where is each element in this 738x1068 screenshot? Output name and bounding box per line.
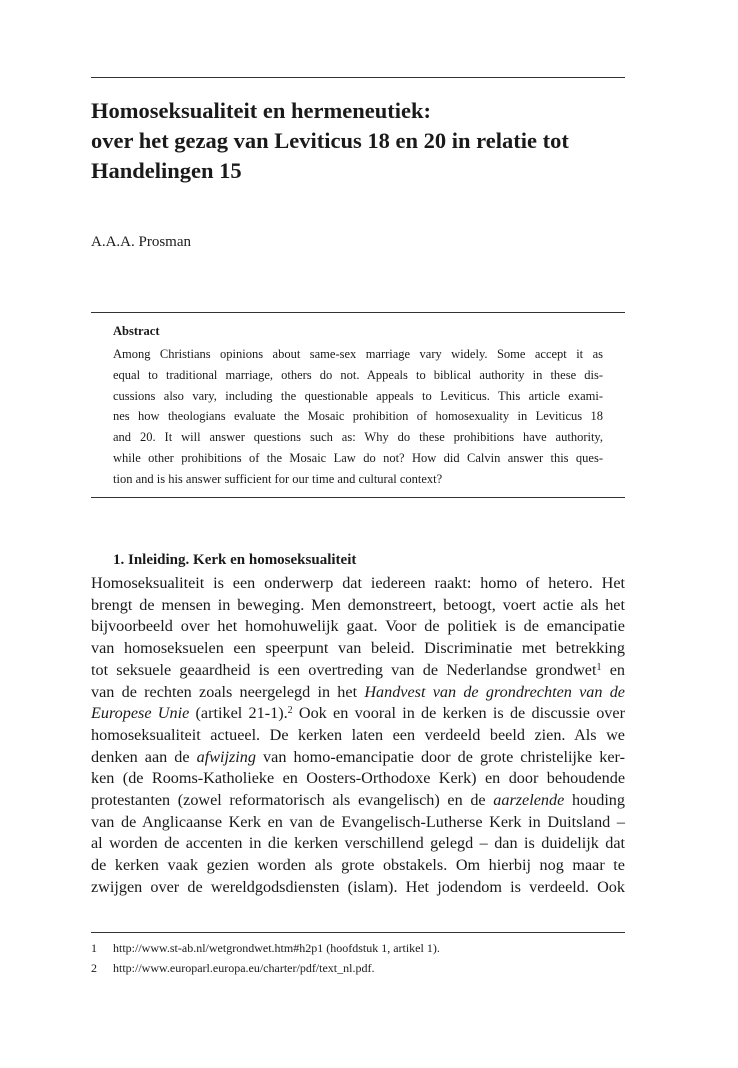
title-line-3: Handelingen 15 [91, 158, 242, 183]
footnote-number: 1 [91, 941, 97, 955]
abstract-body [113, 344, 603, 490]
abstract-line: Among Christians opinions about same-sex marriage vary widely. Some accept it as [113, 347, 603, 361]
body-line: van de rechten zoals neergelegd in het Handvest van de grondrechten van de [91, 682, 625, 701]
body-line: denken aan de afwijzing van homo-emancipatie door de grote christelijke ker- [91, 747, 625, 766]
footnote-number: 2 [91, 961, 97, 975]
body-line: al worden de accenten in die kerken verschillend gelegd – dan is duidelijk dat [91, 834, 625, 853]
abstract-top-rule [91, 312, 625, 313]
body-line: Homoseksualiteit is een onderwerp dat iedereen raakt: homo of hetero. Het [91, 574, 625, 592]
abstract-block [113, 322, 603, 490]
author: A.A.A. Prosman [91, 234, 191, 250]
body-line: ken (de Rooms-Katholieke en Oosters-Orthodoxe Kerk) en door behoudende [91, 769, 625, 788]
footnote-1 [91, 941, 440, 956]
body-line: van de Anglicaanse Kerk en van de Evangelisch-Lutherse Kerk in Duitsland – [91, 812, 625, 831]
footnote-2 [91, 961, 374, 976]
body-line: bijvoorbeeld over het homohuwelijk gaat. Voor de politiek is de emancipatie [91, 617, 625, 636]
footnote-link[interactable]: http://www.europarl.europa.eu/charter/pdf/text_nl.pdf. [113, 961, 375, 975]
title-line-2: over het gezag van Leviticus 18 en 20 in relatie tot [91, 128, 569, 153]
section-heading: 1. Inleiding. Kerk en homoseksualiteit [113, 552, 357, 568]
body-paragraph [91, 573, 625, 899]
title-line-1: Homoseksualiteit en hermeneutiek: [91, 98, 431, 123]
body-line: protestanten (zowel reformatorisch als evangelisch) en de aarzelende houding [91, 791, 625, 810]
abstract-bottom-rule [91, 497, 625, 498]
abstract-line: tion and is his answer sufficient for our time and cultural context? [113, 471, 443, 486]
article-title [91, 96, 625, 186]
body-line: tot seksuele geaardheid is een overtreding van de Nederlandse grondwet$^1$ en [91, 660, 626, 679]
body-line: de kerken vaak gezien worden als grote obstakels. Om hierbij nog maar te [91, 856, 625, 875]
body-line: Europese Unie (artikel 21-1).$^2$ Ook en vooral in de kerken is de discussie over [91, 704, 625, 723]
footnote-ref-1[interactable]: 1 [596, 661, 602, 673]
abstract-line: and 20. It will answer questions such as: Why do these prohibitions have authority, [113, 430, 603, 445]
body-line: homoseksualiteit actueel. De kerken laten een verdeeld beeld zien. Als we [91, 725, 625, 744]
abstract-line: nes how theologians evaluate the Mosaic prohibition of homosexuality in Leviticus 18 [113, 409, 603, 424]
body-line: brengt de mensen in beweging. Men demonstreert, betoogt, voert actie als het [91, 595, 625, 614]
top-rule [91, 77, 625, 78]
body-line: zwijgen over de wereldgodsdiensten (islam). Het jodendom is verdeeld. Ook [91, 877, 625, 896]
footnote-ref-2[interactable]: 2 [287, 705, 293, 717]
abstract-line: while other prohibitions of the Mosaic Law do not? How did Calvin answer this ques- [113, 450, 603, 465]
footnote-rule [91, 932, 625, 933]
footnote-link[interactable]: http://www.st-ab.nl/wetgrondwet.htm#h2p1 (hoofdstuk 1, artikel 1). [113, 941, 440, 955]
body-line: van homoseksuelen een speerpunt van beleid. Discriminatie met betrekking [91, 639, 625, 658]
abstract-line: cussions also vary, including the questionable appeals to Leviticus. This article exami- [113, 388, 603, 403]
abstract-line: equal to traditional marriage, others do not. Appeals to biblical authority in these dis- [113, 367, 603, 382]
abstract-heading: Abstract [113, 324, 160, 338]
